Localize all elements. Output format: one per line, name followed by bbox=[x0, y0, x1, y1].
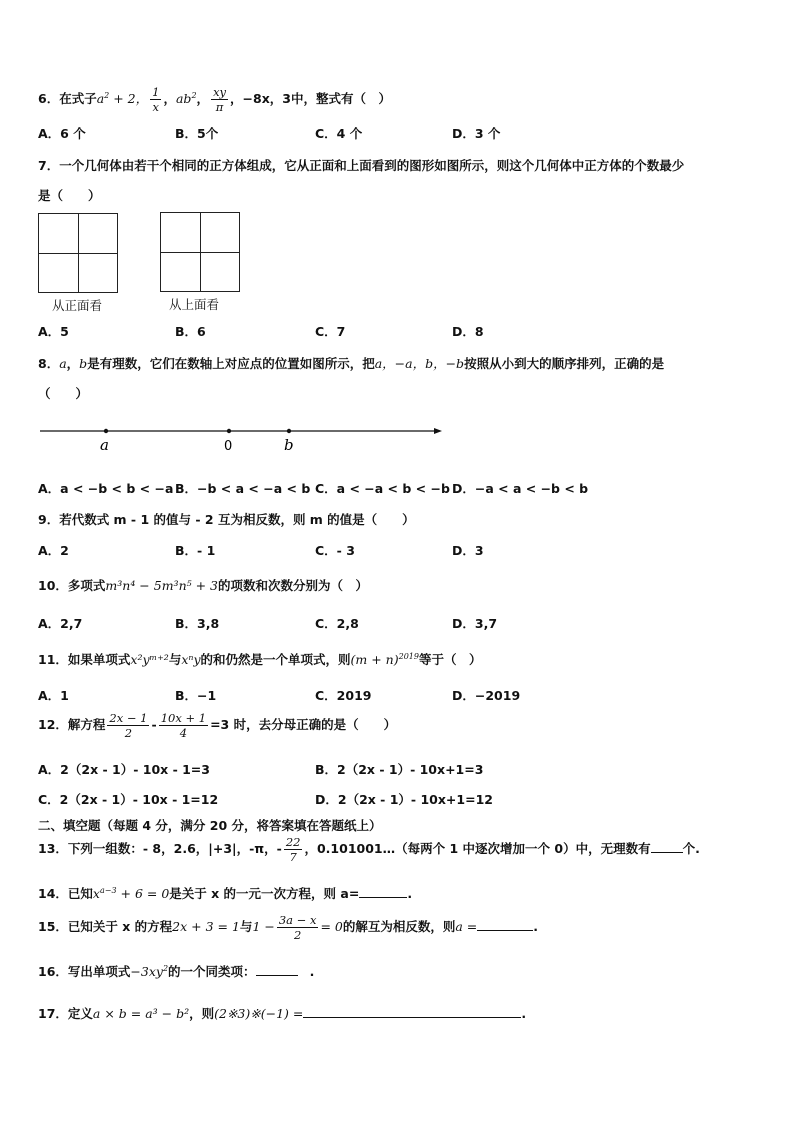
top-view-hline bbox=[161, 252, 239, 253]
q10-number: 10．多项式 bbox=[38, 578, 106, 593]
question-11 bbox=[38, 650, 481, 668]
q6-number: 6． bbox=[38, 91, 60, 106]
q11-option-b[interactable]: B．−1 bbox=[175, 688, 217, 703]
question-7-line2: 是（ ） bbox=[38, 188, 101, 203]
q15-expr1: 2x + 3 = 1 bbox=[172, 919, 240, 934]
q8-text-1: 是有理数，它们在数轴上对应点的位置如图所示，把 bbox=[87, 356, 375, 371]
q15-tail: . bbox=[533, 919, 539, 934]
q15-var: a = bbox=[455, 919, 478, 934]
q11-option-c[interactable]: C．2019 bbox=[315, 688, 372, 703]
q12-number: 12．解方程 bbox=[38, 717, 106, 732]
point-0-label: 0 bbox=[224, 439, 233, 454]
q8-comma: ， bbox=[66, 356, 80, 371]
q13-f-num: 22 bbox=[285, 835, 301, 849]
q17-answer-blank[interactable] bbox=[303, 1017, 521, 1018]
q12-fraction-1 bbox=[107, 711, 149, 740]
q10-option-b[interactable]: B．3,8 bbox=[175, 616, 220, 631]
question-6 bbox=[38, 85, 391, 114]
q11-expr3-sup: 2019 bbox=[398, 651, 419, 661]
q11-number: 11．如果单项式 bbox=[38, 652, 131, 667]
q12-option-c[interactable]: C．2（2x - 1）- 10x - 1=12 bbox=[38, 792, 219, 807]
q12-option-d[interactable]: D．2（2x - 1）- 10x+1=12 bbox=[315, 792, 493, 807]
q7-option-c[interactable]: C．7 bbox=[315, 324, 346, 339]
q12-f1-num: 2x − 1 bbox=[109, 711, 148, 725]
q17-tail: . bbox=[521, 1006, 527, 1021]
q13-f-den: 7 bbox=[289, 850, 297, 864]
question-13 bbox=[38, 835, 700, 864]
point-b-label: b bbox=[284, 436, 294, 454]
q16-answer-blank[interactable] bbox=[256, 975, 298, 976]
q11-option-d[interactable]: D．−2019 bbox=[452, 688, 521, 703]
q12-f1-den: 2 bbox=[124, 726, 133, 740]
question-8-line1 bbox=[38, 354, 664, 372]
q6-frac1-den: x bbox=[152, 100, 160, 114]
q6-expr-ab: ab bbox=[175, 91, 192, 106]
front-view-caption: 从正面看 bbox=[52, 298, 103, 313]
q8-option-d[interactable]: D．−a < a < −b < b bbox=[452, 481, 589, 496]
q7-option-d[interactable]: D．8 bbox=[452, 324, 484, 339]
q12-fraction-2 bbox=[159, 711, 208, 740]
top-view-caption: 从上面看 bbox=[169, 297, 220, 312]
q14-tail: . bbox=[407, 886, 413, 901]
question-9: 9．若代数式 m - 1 的值与 - 2 互为相反数，则 m 的值是（ ） bbox=[38, 512, 415, 527]
q16-expr: −3xy bbox=[130, 964, 163, 979]
q15-f-num: 3a − x bbox=[278, 913, 317, 927]
number-line-arrow bbox=[434, 428, 442, 434]
question-8-line2: （ ） bbox=[38, 386, 89, 401]
q14-start: 14．已知 bbox=[38, 886, 93, 901]
q12-option-b[interactable]: B．2（2x - 1）- 10x+1=3 bbox=[315, 762, 484, 777]
q16-start: 16．写出单项式 bbox=[38, 964, 131, 979]
q6-expr-rest: ，−8x，3 bbox=[230, 91, 291, 106]
q6-frac2-num: xy bbox=[213, 85, 227, 99]
q8-var-a: a bbox=[59, 356, 67, 371]
point-a-label: a bbox=[100, 436, 109, 454]
q8-list: a，−a，b，−b bbox=[374, 356, 465, 371]
q8-number: 8． bbox=[38, 356, 60, 371]
q13-answer-blank[interactable] bbox=[651, 852, 683, 853]
q12-minus: - bbox=[151, 717, 157, 732]
question-12 bbox=[38, 711, 396, 740]
question-7-line1: 7．一个几何体由若干个相同的正方体组成，它从正面和上面看到的图形如图所示，则这个几何体中正方体的个数最少 bbox=[38, 158, 685, 173]
q7-option-a[interactable]: A．5 bbox=[38, 324, 69, 339]
q16-expr-sup: 2 bbox=[162, 963, 169, 973]
q15-post: = 0 bbox=[320, 919, 343, 934]
q8-text-2: 按照从小到大的顺序排列，正确的是 bbox=[464, 356, 665, 371]
q8-option-c[interactable]: C．a < −a < b < −b bbox=[315, 481, 450, 496]
question-15 bbox=[38, 913, 538, 942]
point-0-dot bbox=[227, 429, 231, 433]
q6-fraction-2 bbox=[211, 85, 228, 114]
q10-option-c[interactable]: C．2,8 bbox=[315, 616, 359, 631]
q9-option-a[interactable]: A．2 bbox=[38, 543, 69, 558]
q14-answer-blank[interactable] bbox=[359, 897, 407, 898]
q12-text-end: =3 时，去分母正确的是（ ） bbox=[210, 717, 397, 732]
q6-expr-a-sup: 2 bbox=[104, 90, 110, 100]
q11-expr1: x²yᵐ⁺² bbox=[130, 652, 169, 667]
q6-expr-a: a bbox=[96, 91, 105, 106]
q17-mid: ，则 bbox=[189, 1006, 215, 1021]
q10-option-a[interactable]: A．2,7 bbox=[38, 616, 83, 631]
q10-option-d[interactable]: D．3,7 bbox=[452, 616, 498, 631]
q13-end: ，0.101001…（每两个 1 中逐次增加一个 0）中，无理数有 bbox=[304, 841, 651, 856]
q8-option-a[interactable]: A．a < −b < b < −a bbox=[38, 481, 174, 496]
q14-expr-rest: + 6 = 0 bbox=[116, 886, 170, 901]
q14-mid: 是关于 x 的一元一次方程，则 a= bbox=[169, 886, 360, 901]
q11-option-a[interactable]: A．1 bbox=[38, 688, 69, 703]
q11-expr2: xⁿy bbox=[181, 652, 201, 667]
q15-f-den: 2 bbox=[293, 928, 302, 942]
q6-frac2-den: π bbox=[215, 100, 224, 114]
front-view-hline bbox=[39, 253, 117, 254]
point-a-dot bbox=[104, 429, 108, 433]
q6-option-d[interactable]: D．3 个 bbox=[452, 126, 501, 141]
q14-expr-sup: a−3 bbox=[99, 885, 117, 895]
q16-end: 的一个同类项： bbox=[168, 964, 256, 979]
q6-option-c[interactable]: C．4 个 bbox=[315, 126, 363, 141]
number-line bbox=[38, 420, 448, 456]
front-view-grid bbox=[38, 213, 118, 293]
q6-fraction-1 bbox=[150, 85, 161, 114]
q15-answer-blank[interactable] bbox=[477, 930, 533, 931]
q6-sep2: ， bbox=[196, 91, 210, 106]
q11-mid2: 的和仍然是一个单项式，则 bbox=[200, 652, 351, 667]
q9-option-d[interactable]: D．3 bbox=[452, 543, 484, 558]
q13-fraction bbox=[284, 835, 303, 864]
question-17 bbox=[38, 1004, 526, 1022]
q17-start: 17．定义 bbox=[38, 1006, 93, 1021]
q6-option-a[interactable]: A．6 个 bbox=[38, 126, 86, 141]
q9-option-b[interactable]: B．- 1 bbox=[175, 543, 216, 558]
q11-text-end: 等于（ ） bbox=[418, 652, 482, 667]
q14-expr: x bbox=[92, 886, 100, 901]
q15-fraction bbox=[277, 913, 319, 942]
q17-expr2: (2※3)※(−1) = bbox=[214, 1006, 304, 1021]
q7-option-b[interactable]: B．6 bbox=[175, 324, 206, 339]
q6-text-end: 中，整式有（ ） bbox=[290, 91, 391, 106]
top-view-grid bbox=[160, 212, 240, 292]
q16-tail: . bbox=[309, 964, 315, 979]
q8-option-b[interactable]: B．−b < a < −a < b bbox=[175, 481, 311, 496]
q6-frac1-num: 1 bbox=[152, 85, 160, 99]
q12-f2-num: 10x + 1 bbox=[160, 711, 207, 725]
q15-mid1: 与 bbox=[239, 919, 253, 934]
q15-mid2: 的解互为相反数，则 bbox=[342, 919, 456, 934]
q6-option-b[interactable]: B．5个 bbox=[175, 126, 219, 141]
q6-sep1: ， bbox=[163, 91, 176, 106]
q13-start: 13．下列一组数：- 8，2.6，|+3|，-π，- bbox=[38, 841, 282, 856]
q10-text-end: 的项数和次数分别为（ ） bbox=[218, 578, 369, 593]
q15-pre: 1 − bbox=[252, 919, 275, 934]
question-14 bbox=[38, 884, 412, 902]
q12-f2-den: 4 bbox=[179, 726, 188, 740]
question-10 bbox=[38, 576, 368, 594]
q17-expr: a × b = a³ − b² bbox=[92, 1006, 190, 1021]
point-b-dot bbox=[287, 429, 291, 433]
q8-var-b: b bbox=[79, 356, 88, 371]
q6-expr-a-rest: + 2， bbox=[109, 91, 149, 106]
section-2-heading: 二、填空题（每题 4 分，满分 20 分，将答案填在答题纸上） bbox=[38, 818, 382, 833]
q10-expr: m³n⁴ − 5m³n⁵ + 3 bbox=[105, 578, 219, 593]
q9-option-c[interactable]: C．- 3 bbox=[315, 543, 355, 558]
q11-mid1: 与 bbox=[168, 652, 182, 667]
q13-tail: 个. bbox=[682, 841, 700, 856]
question-16 bbox=[38, 962, 314, 980]
q6-text-start: 在式子 bbox=[59, 91, 97, 106]
q15-start: 15．已知关于 x 的方程 bbox=[38, 919, 173, 934]
q12-option-a[interactable]: A．2（2x - 1）- 10x - 1=3 bbox=[38, 762, 210, 777]
q11-expr3: (m + n) bbox=[350, 652, 399, 667]
q6-expr-ab-sup: 2 bbox=[191, 90, 197, 100]
